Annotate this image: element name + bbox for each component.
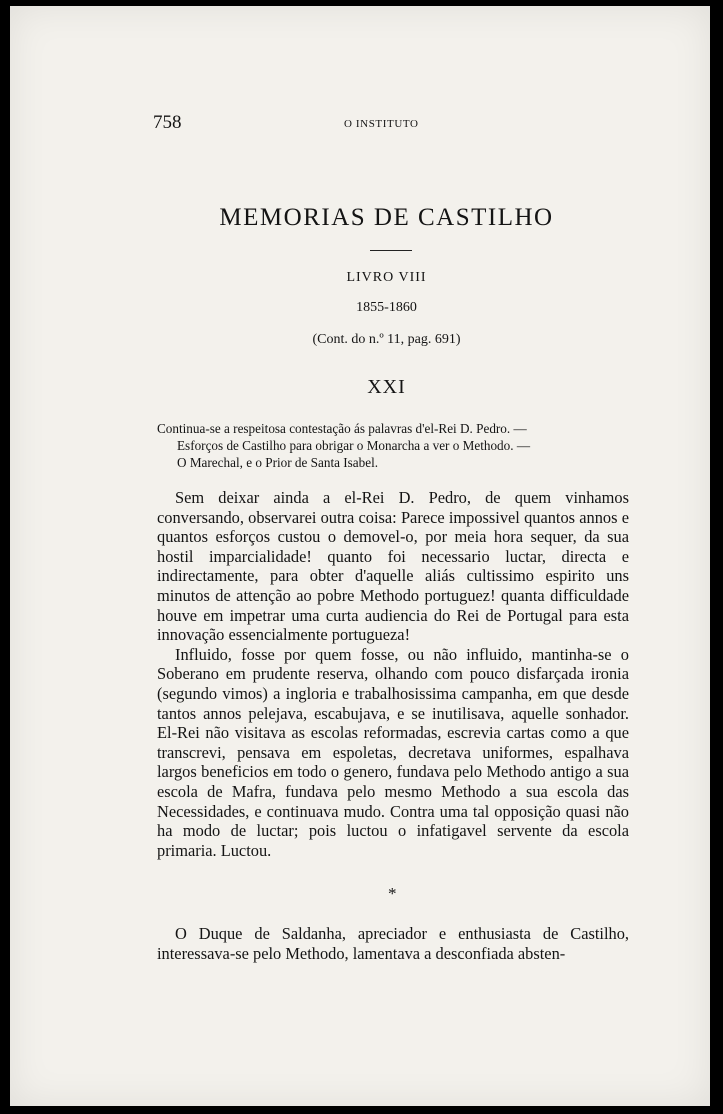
body-text — [157, 488, 629, 860]
year-range: 1855-1860 — [356, 300, 417, 315]
book-number: LIVRO VIII — [346, 270, 427, 285]
summary-line: Continua-se a respeitosa contestação ás palavras d'el-Rei D. Pedro. — — [157, 421, 527, 436]
paragraph: Sem deixar ainda a el-Rei D. Pedro, de quem vinhamos conversando, observarei outra coisa: Parece impossivel quantos annos e quantos esforços custou o demovel-o, por meia hora sequer, da sua hostil imparcialidade! quanto foi necessario luctar, directa e indirectamente, para obter d'aquelle aliás cultissimo espirito uns minutos de attenção ao pobre Methodo portuguez! quanta difficuldade houve em impetrar uma curta audiencia do Rei de Portugal para esta innovação essencialmente portugueza! — [157, 488, 629, 645]
paragraph: Influido, fosse por quem fosse, ou não influido, mantinha-se o Soberano em prudente reserva, olhando com pouco disfarçada ironia (segundo vimos) a ingloria e trabalhosissima campanha, em que desde tantos annos pelejava, escabujava, e se inutilisava, aquelle sonhador. El-Rei não visitava as escolas reformadas, escrevia cartas como a que transcrevi, pensava em espoletas, decretava uniformes, espalhava largos beneficios em todo o genero, fundava pelo Methodo antigo a sua escola de Mafra, fundava pelo mesmo Methodo a sua escola das Necessidades, e continuava mudo. Contra uma tal opposição quasi não ha modo de luctar; pois luctou o infatigavel servente da escola primaria. Luctou. — [157, 644, 629, 860]
paragraph: O Duque de Saldanha, apreciador e enthusiasta de Castilho, interessava-se pelo Methodo, lamentava a desconfiada absten- — [157, 924, 629, 963]
continuation-note: (Cont. do n.º 11, pag. 691) — [312, 332, 461, 347]
title-divider — [370, 250, 412, 251]
running-title: O INSTITUTO — [344, 118, 419, 130]
chapter-heading: XXI — [367, 376, 406, 398]
section-separator: * — [388, 884, 397, 903]
book-page — [10, 6, 710, 1106]
summary-line: O Marechal, e o Prior de Santa Isabel. — [177, 455, 379, 470]
chapter-summary — [157, 420, 627, 471]
page-number: 758 — [153, 112, 182, 133]
body-text-continued — [157, 924, 629, 963]
summary-line: Esforços de Castilho para obrigar o Monarcha a ver o Methodo. — — [177, 438, 531, 453]
article-title: MEMORIAS DE CASTILHO — [219, 204, 554, 231]
